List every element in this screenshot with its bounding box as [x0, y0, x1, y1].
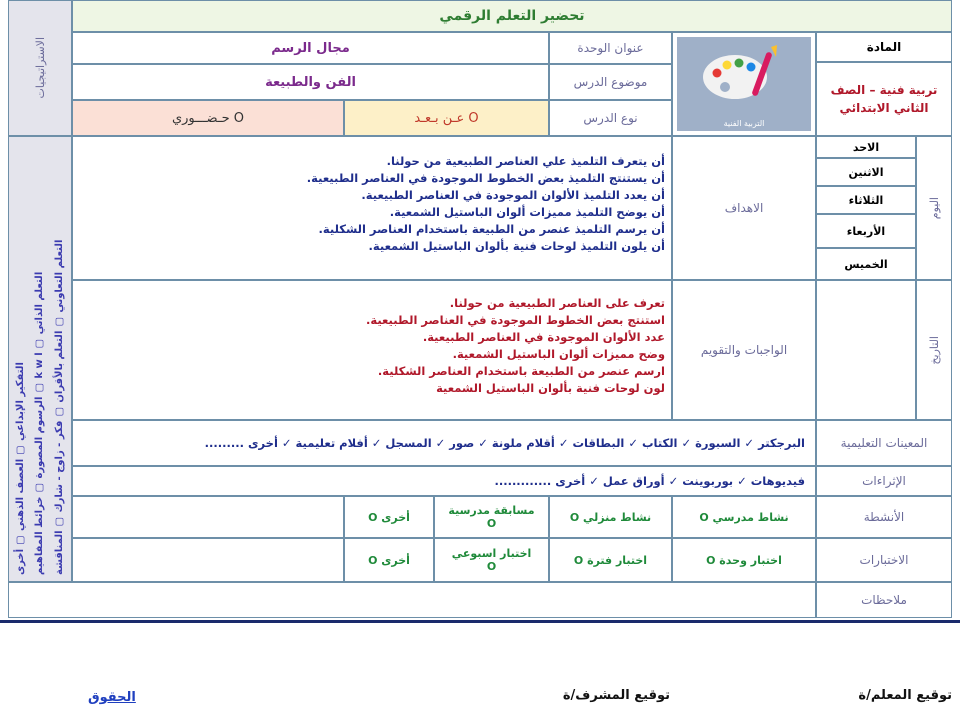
activities-label: الأنشطة	[863, 510, 905, 524]
lesson-type-remote-option[interactable]	[344, 100, 549, 136]
subject-value-cell	[816, 62, 952, 136]
subject-label-cell	[816, 32, 952, 62]
day-item-label: الأربعاء	[846, 224, 886, 238]
assessment-item: تعرف على العناصر الطبيعية من حولنا.	[449, 296, 665, 310]
art-education-image-caption: التربية الفنية	[723, 119, 765, 128]
activity-competition-label: مسابقة مدرسية	[448, 504, 535, 517]
day-label-cell	[916, 136, 952, 280]
day-item-monday[interactable]	[816, 158, 916, 186]
enrichment-label-cell	[816, 466, 952, 496]
notes-field[interactable]	[8, 582, 816, 618]
lesson-type-in-person-label: حـضـــوري O	[171, 110, 245, 126]
day-label: اليوم	[927, 196, 941, 220]
day-item-label: الثلاثاء	[848, 193, 884, 207]
lesson-type-in-person-option[interactable]	[72, 100, 344, 136]
lesson-type-label-cell	[549, 100, 672, 136]
palette-icon	[677, 37, 811, 131]
objective-item: أن يعدد التلميذ الألوان الموجودة في العناصر الطبيعية.	[361, 188, 665, 202]
objective-item: أن يوضح التلميذ مميزات ألوان الباستيل الشمعية.	[389, 205, 665, 219]
test-weekly-option[interactable]	[434, 538, 549, 582]
strategies-options-cell	[8, 136, 72, 582]
activity-school-option[interactable]	[672, 496, 816, 538]
subject-value: تربية فنية – الصف الثاني الابتدائي	[830, 83, 938, 115]
assessment-item: لون لوحات فنية بألوان الباستيل الشمعية	[436, 381, 665, 395]
test-other-option[interactable]	[344, 538, 434, 582]
activity-other-label: أخرى O	[368, 510, 410, 524]
art-education-image	[677, 37, 811, 131]
day-item-thursday[interactable]	[816, 248, 916, 280]
strategies-col-2[interactable]: الرسوم المصورة ▢ خرائط المفاهيم ▢ k w l ▢ التعلم الذاتي	[34, 271, 46, 575]
header-title-bar	[72, 0, 952, 32]
test-weekly-mark: O	[486, 560, 497, 573]
tests-label-cell	[816, 538, 952, 582]
unit-label: عنوان الوحدة	[577, 41, 644, 55]
tests-label: الاختبارات	[859, 553, 909, 567]
activity-competition-option[interactable]	[434, 496, 549, 538]
test-blank-cell	[72, 538, 344, 582]
test-weekly-label: اختبار اسبوعي	[451, 547, 532, 560]
objectives-label-cell	[672, 136, 816, 280]
date-label-cell	[916, 280, 952, 420]
objectives-list	[72, 136, 672, 280]
aids-options-text: البرجكتر ✓ السبورة ✓ الكتاب ✓ البطاقات ✓ أقلام ملونة ✓ صور ✓ المسجل ✓ أفلام تعليمية ✓ أخرى .........	[204, 436, 805, 450]
aids-label: المعينات التعليمية	[840, 436, 928, 450]
activity-blank-cell	[72, 496, 344, 538]
assessment-list	[72, 280, 672, 420]
supervisor-signature-label: توقيع المشرف/ة	[562, 688, 670, 703]
assessment-item: استنتج بعض الخطوط الموجودة في العناصر الطبيعية.	[366, 313, 665, 327]
test-period-option[interactable]	[549, 538, 672, 582]
lesson-type-remote-label: عـن بـعـد O	[414, 110, 479, 126]
unit-label-cell	[549, 32, 672, 64]
activity-competition-mark: O	[486, 517, 497, 530]
objective-item: أن يتعرف التلميذ علي العناصر الطبيعية من حولنا.	[386, 154, 665, 168]
activity-home-label: نشاط منزلي O	[569, 510, 652, 524]
day-item-wednesday[interactable]	[816, 214, 916, 248]
aids-options[interactable]	[72, 420, 816, 466]
topic-label-cell	[549, 64, 672, 100]
day-item-sunday[interactable]	[816, 136, 916, 158]
test-unit-label: اختبار وحدة O	[706, 553, 782, 567]
day-item-label: الخميس	[844, 257, 888, 271]
objective-item: أن يستنتج التلميذ بعض الخطوط الموجودة في العناصر الطبيعية.	[306, 171, 665, 185]
assessment-label: الواجبات والتقويم	[700, 343, 788, 357]
activities-label-cell	[816, 496, 952, 538]
activity-home-option[interactable]	[549, 496, 672, 538]
day-item-label: الاحد	[852, 140, 880, 154]
day-item-label: الاثنين	[848, 165, 884, 179]
enrichment-options-text: فيديوهات ✓ بوربوينت ✓ أوراق عمل ✓ أخرى .............	[494, 474, 805, 488]
strategies-label-cell	[8, 0, 72, 136]
strategies-label: الاستراتيجيات	[33, 37, 47, 99]
subject-image-cell	[672, 32, 816, 136]
assessment-item: وضح مميزات ألوان الباستيل الشمعية.	[452, 347, 665, 361]
notes-label-cell	[816, 582, 952, 618]
test-unit-option[interactable]	[672, 538, 816, 582]
strategies-col-1[interactable]: التعلم التعاوني ▢ التعلم بالأقران ▢ فكر - زاوج - شارك ▢ المناقشة	[53, 239, 65, 575]
objective-item: أن يرسم التلميذ عنصر من الطبيعة باستخدام العناصر الشكلية.	[318, 222, 665, 236]
unit-value: مجال الرسم	[271, 40, 350, 56]
date-label: التاريخ	[927, 335, 941, 365]
topic-value: الفن والطبيعة	[265, 74, 356, 90]
objectives-label: الاهداف	[724, 201, 764, 215]
enrichment-label: الإثراءات	[862, 474, 906, 488]
test-period-label: اختبار فترة O	[573, 553, 648, 567]
activity-other-option[interactable]	[344, 496, 434, 538]
footer-separator	[0, 620, 960, 623]
teacher-signature-label: توقيع المعلم/ة	[858, 688, 952, 703]
rights-link[interactable]: الحقوق	[88, 690, 136, 705]
activity-school-label: نشاط مدرسي O	[699, 510, 789, 524]
unit-value-cell	[72, 32, 549, 64]
page-title: تحضير التعلم الرقمي	[439, 8, 585, 24]
lesson-type-label: نوع الدرس	[583, 111, 638, 125]
assessment-item: عدد الألوان الموجودة في العناصر الطبيعية.	[422, 330, 665, 344]
objective-item: أن يلون التلميذ لوحات فنية بألوان الباستيل الشمعية.	[368, 239, 665, 253]
topic-value-cell	[72, 64, 549, 100]
day-item-tuesday[interactable]	[816, 186, 916, 214]
assessment-item: ارسم عنصر من الطبيعة باستخدام العناصر الشكلية.	[377, 364, 665, 378]
strategies-col-3[interactable]: التفكير الإبداعي ▢ العصف الذهني ▢ أخرى	[15, 362, 27, 575]
enrichment-options[interactable]	[72, 466, 816, 496]
aids-label-cell	[816, 420, 952, 466]
date-value-cell[interactable]	[816, 280, 916, 420]
topic-label: موضوع الدرس	[573, 75, 648, 89]
test-other-label: أخرى O	[368, 553, 410, 567]
subject-label: المادة	[866, 40, 902, 54]
notes-label: ملاحظات	[861, 593, 907, 607]
assessment-label-cell	[672, 280, 816, 420]
